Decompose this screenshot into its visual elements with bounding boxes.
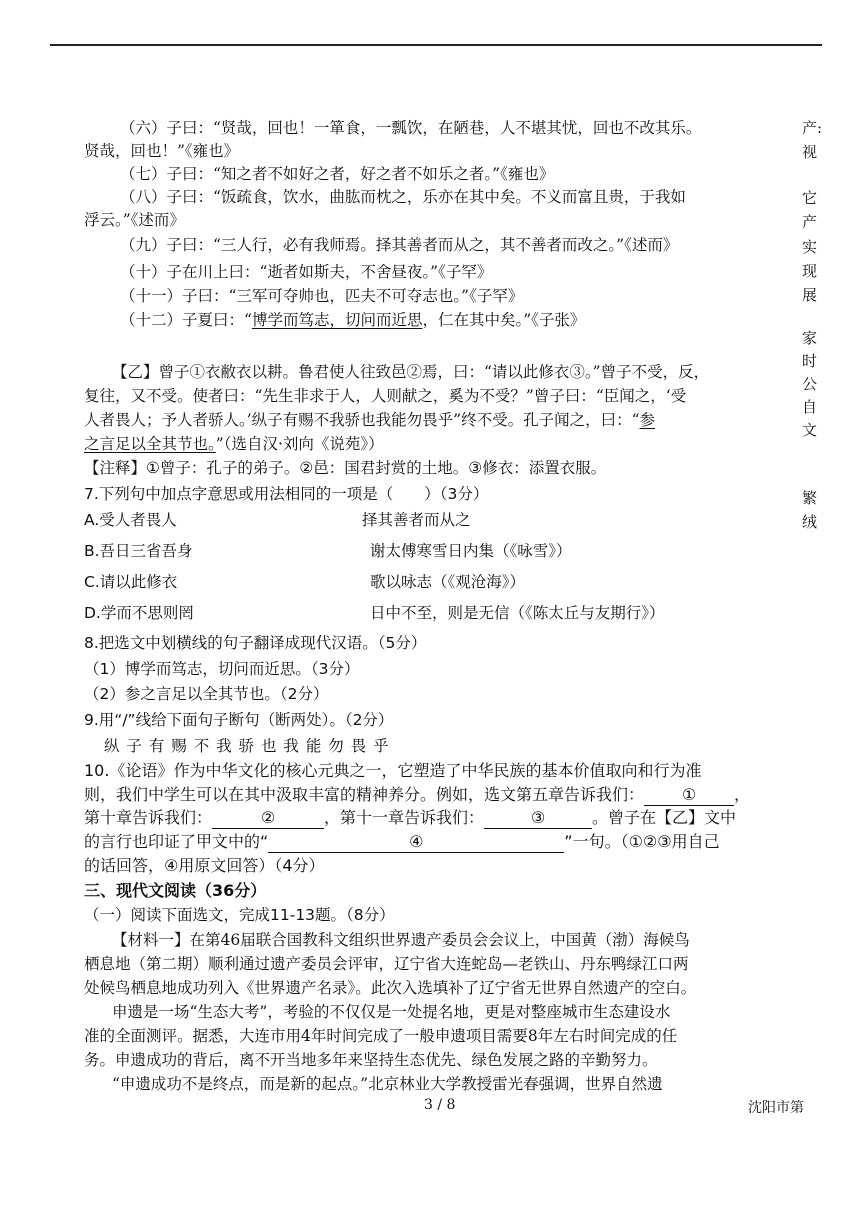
side-char: 展 [802, 286, 818, 304]
analects-9: （九）子曰：“三人行，必有我师焉。择其善者而从之，其不善者而改之。”《述而》 [120, 236, 679, 254]
page-number: 3 / 8 [424, 1097, 456, 1113]
analects-6-line2: 贤哉，回也！”《雍也》 [84, 142, 240, 160]
q7-option-a: A.受人者畏人 [84, 511, 177, 529]
side-char: 现 [802, 262, 818, 280]
question-10-line4: 的言行也印证了甲文中的“ ④ ”一句。（①②③用自己 [84, 832, 720, 851]
q7-option-d: D.学而不思则罔 [84, 604, 194, 622]
question-9-stem: 9.用“/”线给下面句子断句（断两处）。（2分） [84, 711, 394, 729]
analects-8-line2: 浮云。”《述而》 [84, 211, 185, 229]
q8-sub-2: （2）参之言足以全其节也。（2分） [84, 685, 329, 703]
answer-blank-3[interactable]: ③ [484, 808, 592, 829]
analects-6-line1: （六）子曰：“贤哉，回也！一箪食，一瓢饮，在陋巷，人不堪其忧，回也不改其乐。 [120, 119, 702, 137]
question-8-stem: 8.把选文中划横线的句子翻译成现代汉语。（5分） [84, 634, 427, 652]
footer-school: 沈阳市第 [748, 1100, 804, 1116]
passage-b-line4: 之言足以全其节也。”（选自汉·刘向《说苑》） [84, 435, 384, 453]
q7-option-a-compare: 择其善者而从之 [362, 511, 471, 529]
side-char: 视 [802, 143, 818, 161]
side-char: 公 [802, 375, 818, 393]
analects-11: （十一）子曰：“三军可夺帅也，匹夫不可夺志也。”《子罕》 [120, 287, 524, 305]
answer-blank-1[interactable]: ① [644, 785, 734, 806]
side-char: 产: [802, 119, 823, 137]
analects-7: （七）子曰：“知之者不如好之者，好之者不如乐之者。”《雍也》 [120, 165, 555, 183]
paragraph-2-line2: 准的全面测评。据悉，大连市用4年时间完成了一般申遗项目需要8年左右时间完成的任 [84, 1027, 678, 1045]
question-10-line3: 第十章告诉我们： ② ，第十一章告诉我们： ③ 。曾子在【乙】文中 [84, 808, 737, 827]
side-char: 它 [802, 189, 818, 207]
section-3-title: 三、现代文阅读（36分） [84, 881, 267, 900]
question-10-line2: 则，我们中学生可以在其中汲取丰富的精神养分。例如，选文第五章告诉我们： ① ， [84, 785, 751, 804]
q9-sentence: 纵 子 有 赐 不 我 骄 也 我 能 勿 畏 乎 [104, 737, 390, 755]
passage-b-line1: 【乙】曾子①衣敝衣以耕。鲁君使人往致邑②焉，曰：“请以此修衣③。”曾子不受，反， [112, 363, 710, 381]
material-1-line2: 栖息地（第二期）顺利通过遗产委员会评审，辽宁省大连蛇岛—老铁山、丹东鸭绿江口两 [84, 955, 689, 973]
header-rule [50, 44, 822, 46]
q8-sub-1: （1）博学而笃志，切问而近思。（3分） [84, 660, 360, 678]
annotation-note: 【注释】①曾子：孔子的弟子。②邑：国君封赏的土地。③修衣：添置衣服。 [84, 459, 607, 477]
question-7-stem: 7.下列句中加点字意思或用法相同的一项是（ ）（3分） [84, 485, 489, 503]
q7-option-b-compare: 谢太傅寒雪日内集（《咏雪》） [370, 542, 572, 560]
passage-b-line2: 复往，又不受。使者曰：“先生非求于人，人则献之，奚为不受？”曾子曰：“臣闻之，‘受 [84, 387, 687, 405]
side-char: 自 [802, 398, 818, 416]
paragraph-2-line1: 申遗是一场“生态大考”，考验的不仅仅是一处提名地，更是对整座城市生态建设水 [112, 1003, 671, 1021]
question-10-line5: 的话回答，④用原文回答）（4分） [84, 856, 325, 875]
analects-10: （十）子在川上曰：“逝者如斯夫，不舍昼夜。”《子罕》 [120, 263, 493, 281]
material-1-line1: 【材料一】在第46届联合国教科文组织世界遗产委员会会议上，中国黄（渤）海候鸟 [112, 931, 690, 949]
paragraph-3-line1: “申遗成功不是终点，而是新的起点。”北京林业大学教授雷光春强调，世界自然遗 [112, 1075, 663, 1093]
side-char: 产 [802, 213, 818, 231]
side-char: 时 [802, 352, 818, 370]
q7-option-c-compare: 歌以咏志（《观沧海》） [370, 573, 526, 591]
side-char: 绒 [802, 513, 818, 531]
analects-12: （十二）子夏曰：“博学而笃志，切问而近思，仁在其中矣。”《子张》 [120, 311, 586, 329]
material-1-line3: 处候鸟栖息地成功列入《世界遗产名录》。此次入选填补了辽宁省无世界自然遗产的空白。 [84, 979, 697, 997]
question-10-line1: 10.《论语》作为中华文化的核心元典之一，它塑造了中华民族的基本价值取向和行为准 [84, 761, 702, 780]
underlined-sentence-2a: 参 [639, 411, 656, 429]
passage-b-line3: 人者畏人；予人者骄人。’纵子有赐不我骄也我能勿畏乎”终不受。孔子闻之，曰：“参 [84, 411, 656, 429]
underlined-sentence-1: 博学而笃志，切问而近思 [251, 311, 423, 329]
analects-8-line1: （八）子曰：“饭疏食，饮水，曲肱而枕之，乐亦在其中矣。不义而富且贵，于我如 [120, 188, 686, 206]
answer-blank-4[interactable]: ④ [268, 832, 564, 853]
underlined-sentence-2b: 之言足以全其节也。 [84, 435, 216, 453]
side-char: 繁 [802, 489, 818, 507]
side-char: 文 [802, 421, 818, 439]
q7-option-c: C.请以此修衣 [84, 573, 178, 591]
q7-option-d-compare: 日中不至，则是无信（《陈太丘与友期行》） [370, 604, 665, 622]
answer-blank-2[interactable]: ② [212, 808, 324, 829]
side-char: 家 [802, 329, 818, 347]
section-3-sub: （一）阅读下面选文，完成11-13题。（8分） [84, 906, 395, 924]
side-char: 实 [802, 238, 818, 256]
paragraph-2-line3: 务。申遗成功的背后，离不开当地多年来坚持生态优先、绿色发展之路的辛勤努力。 [84, 1051, 658, 1069]
q7-option-b: B.吾日三省吾身 [84, 542, 193, 560]
